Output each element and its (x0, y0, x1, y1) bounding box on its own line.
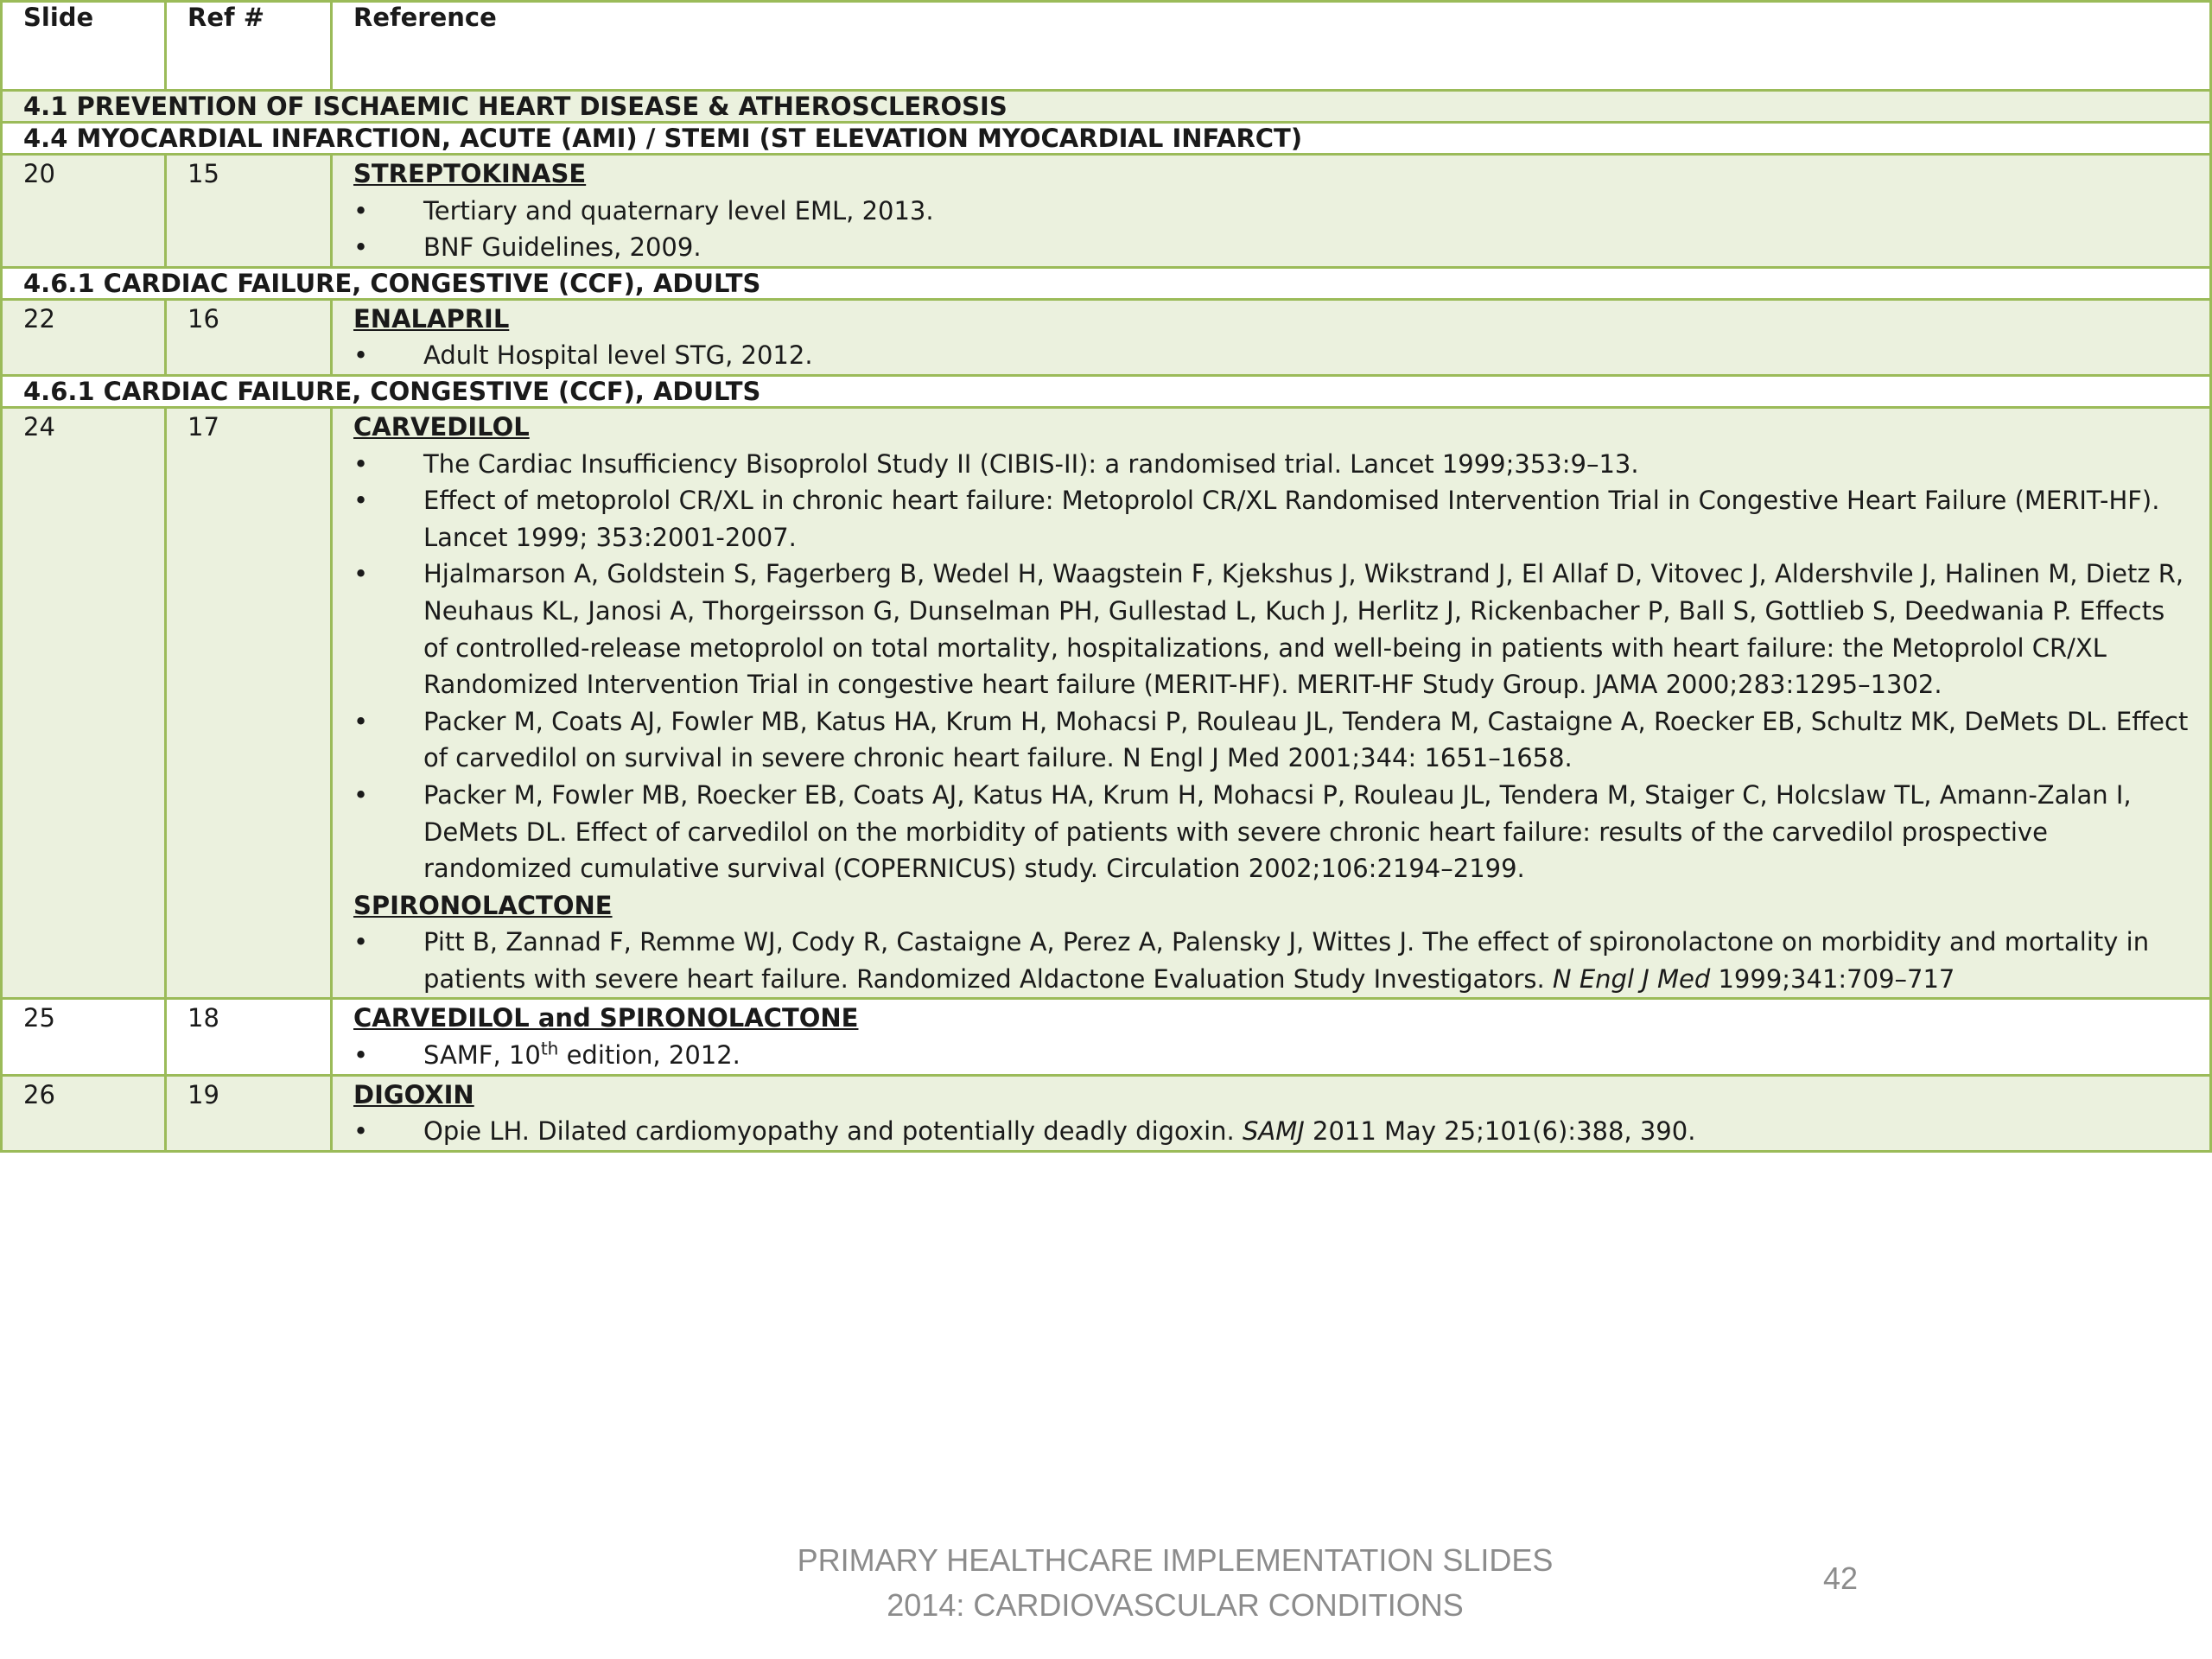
table-row (2, 407, 2211, 999)
reference-cell (332, 1075, 2211, 1151)
reference-cell (332, 299, 2211, 375)
drug-name: DIGOXIN (353, 1079, 474, 1109)
reference-item (353, 482, 2189, 556)
drug-name: SPIRONOLACTONE (353, 890, 613, 920)
journal-name: SAMJ (1242, 1116, 1305, 1147)
ref-cell: 18 (166, 999, 332, 1075)
reference-cell (332, 999, 2211, 1075)
bullet-icon: • (353, 779, 369, 810)
reference-cell (332, 155, 2211, 268)
section-row (2, 91, 2211, 123)
reference-list (353, 446, 2189, 887)
reference-item (353, 337, 2189, 374)
header-reference: Reference (332, 2, 2211, 91)
ref-cell: 16 (166, 299, 332, 375)
reference-text: Tertiary and quaternary level EML, 2013. (423, 195, 934, 226)
bullet-icon: • (353, 232, 369, 263)
reference-text: Adult Hospital level STG, 2012. (423, 340, 813, 371)
bullet-icon: • (353, 706, 369, 736)
reference-text: BNF Guidelines, 2009. (423, 232, 702, 263)
bullet-icon: • (353, 559, 369, 589)
table-header-row (2, 2, 2211, 91)
bullet-icon: • (353, 340, 369, 371)
section-title: 4.4 MYOCARDIAL INFARCTION, ACUTE (AMI) / STEMI (ST ELEVATION MYOCARDIAL INFARCT) (2, 123, 2211, 155)
section-row (2, 375, 2211, 407)
ref-cell: 19 (166, 1075, 332, 1151)
slide-cell: 26 (2, 1075, 166, 1151)
reference-text: Packer M, Coats AJ, Fowler MB, Katus HA, Krum H, Mohacsi P, Rouleau JL, Tendera M, Castaigne A, Roecker EB, Schultz MK, DeMets DL. Effect of carvedilol on survival in severe chronic heart failure. N Engl J Med 2001;344: 1651–1658. (423, 706, 2189, 773)
section-row (2, 267, 2211, 299)
ref-cell: 17 (166, 407, 332, 999)
section-title: 4.6.1 CARDIAC FAILURE, CONGESTIVE (CCF), ADULTS (2, 267, 2211, 299)
reference-item (353, 1037, 2189, 1074)
citation-details: 1999;341:709–717 (1718, 963, 1955, 994)
bullet-icon: • (353, 486, 369, 516)
reference-item (353, 556, 2189, 702)
slide-cell: 24 (2, 407, 166, 999)
bullet-icon: • (353, 1040, 369, 1071)
drug-name: CARVEDILOL and SPIRONOLACTONE (353, 1003, 859, 1033)
page-number: 42 (1822, 1560, 1859, 1596)
reference-item (353, 193, 2189, 230)
reference-item (353, 1113, 2189, 1150)
section-title: 4.6.1 CARDIAC FAILURE, CONGESTIVE (CCF), ADULTS (2, 375, 2211, 407)
bullet-icon: • (353, 1116, 369, 1147)
footer (691, 1538, 1659, 1628)
reference-cell (332, 407, 2211, 999)
section-row (2, 123, 2211, 155)
reference-item (353, 703, 2189, 777)
drug-name: STREPTOKINASE (353, 159, 587, 188)
reference-text-suffix: edition, 2012. (566, 1040, 741, 1071)
slide-cell: 25 (2, 999, 166, 1075)
header-ref: Ref # (166, 2, 332, 91)
reference-list (353, 337, 2189, 374)
reference-list (353, 1037, 2189, 1074)
header-slide: Slide (2, 2, 166, 91)
footer-line-2: 2014: CARDIOVASCULAR CONDITIONS (887, 1587, 1464, 1623)
table-row (2, 999, 2211, 1075)
footer-line-1: PRIMARY HEALTHCARE IMPLEMENTATION SLIDES (797, 1542, 1554, 1578)
table-row (2, 1075, 2211, 1151)
drug-name: CARVEDILOL (353, 411, 530, 442)
slide-cell: 20 (2, 155, 166, 268)
reference-text: Effect of metoprolol CR/XL in chronic heart failure: Metoprolol CR/XL Randomised Intervention Trial in Congestive Heart Failure (MERIT-HF). Lancet 1999; 353:2001-2007. (423, 486, 2160, 552)
reference-list (353, 1113, 2189, 1150)
table-row (2, 299, 2211, 375)
reference-text: Pitt B, Zannad F, Remme WJ, Cody R, Castaigne A, Perez A, Palensky J, Wittes J. The effect of spironolactone on morbidity and mortality in patients with severe heart failure. Randomized Aldactone Evaluation Study Investigators. (423, 927, 2150, 994)
reference-list (353, 924, 2189, 997)
reference-text: Opie LH. Dilated cardiomyopathy and potentially deadly digoxin. (423, 1116, 1235, 1147)
reference-list (353, 193, 2189, 266)
reference-text: Packer M, Fowler MB, Roecker EB, Coats AJ, Katus HA, Krum H, Mohacsi P, Rouleau JL, Tendera M, Staiger C, Holcslaw TL, Amann-Zalan I, DeMets DL. Effect of carvedilol on the morbidity of patients with severe chronic heart failure: results of the carvedilol prospective randomized cumulative survival (COPERNICUS) study. Circulation 2002;106:2194–2199. (423, 779, 2132, 884)
slide-cell: 22 (2, 299, 166, 375)
reference-text: SAMF, 10 (423, 1040, 541, 1071)
journal-name: N Engl J Med (1552, 963, 1711, 994)
reference-item (353, 924, 2189, 997)
reference-text: Hjalmarson A, Goldstein S, Fagerberg B, Wedel H, Waagstein F, Kjekshus J, Wikstrand J, El Allaf D, Vitovec J, Aldershvile J, Halinen M, Dietz R, Neuhaus KL, Janosi A, Thorgeirsson G, Dunselman PH, Gullestad L, Kuch J, Herlitz J, Rickenbacher P, Ball S, Gottlieb S, Deedwania P. Effects of controlled-release metoprolol on total mortality, hospitalizations, and well-being in patients with heart failure: the Metoprolol CR/XL Randomized Intervention Trial in congestive heart failure (MERIT-HF). MERIT-HF Study Group. JAMA 2000;283:1295–1302. (423, 559, 2184, 700)
drug-name: ENALAPRIL (353, 303, 510, 334)
reference-item (353, 777, 2189, 887)
reference-item (353, 229, 2189, 266)
citation-details: 2011 May 25;101(6):388, 390. (1313, 1116, 1696, 1147)
bullet-icon: • (353, 195, 369, 226)
bullet-icon: • (353, 927, 369, 957)
reference-text: The Cardiac Insufficiency Bisoprolol Study II (CIBIS-II): a randomised trial. Lancet 1999;353:9–13. (423, 448, 1639, 479)
reference-item (353, 446, 2189, 483)
section-title: 4.1 PREVENTION OF ISCHAEMIC HEART DISEASE & ATHEROSCLEROSIS (2, 91, 2211, 123)
ref-cell: 15 (166, 155, 332, 268)
superscript: th (540, 1038, 559, 1059)
table-row (2, 155, 2211, 268)
bullet-icon: • (353, 448, 369, 479)
